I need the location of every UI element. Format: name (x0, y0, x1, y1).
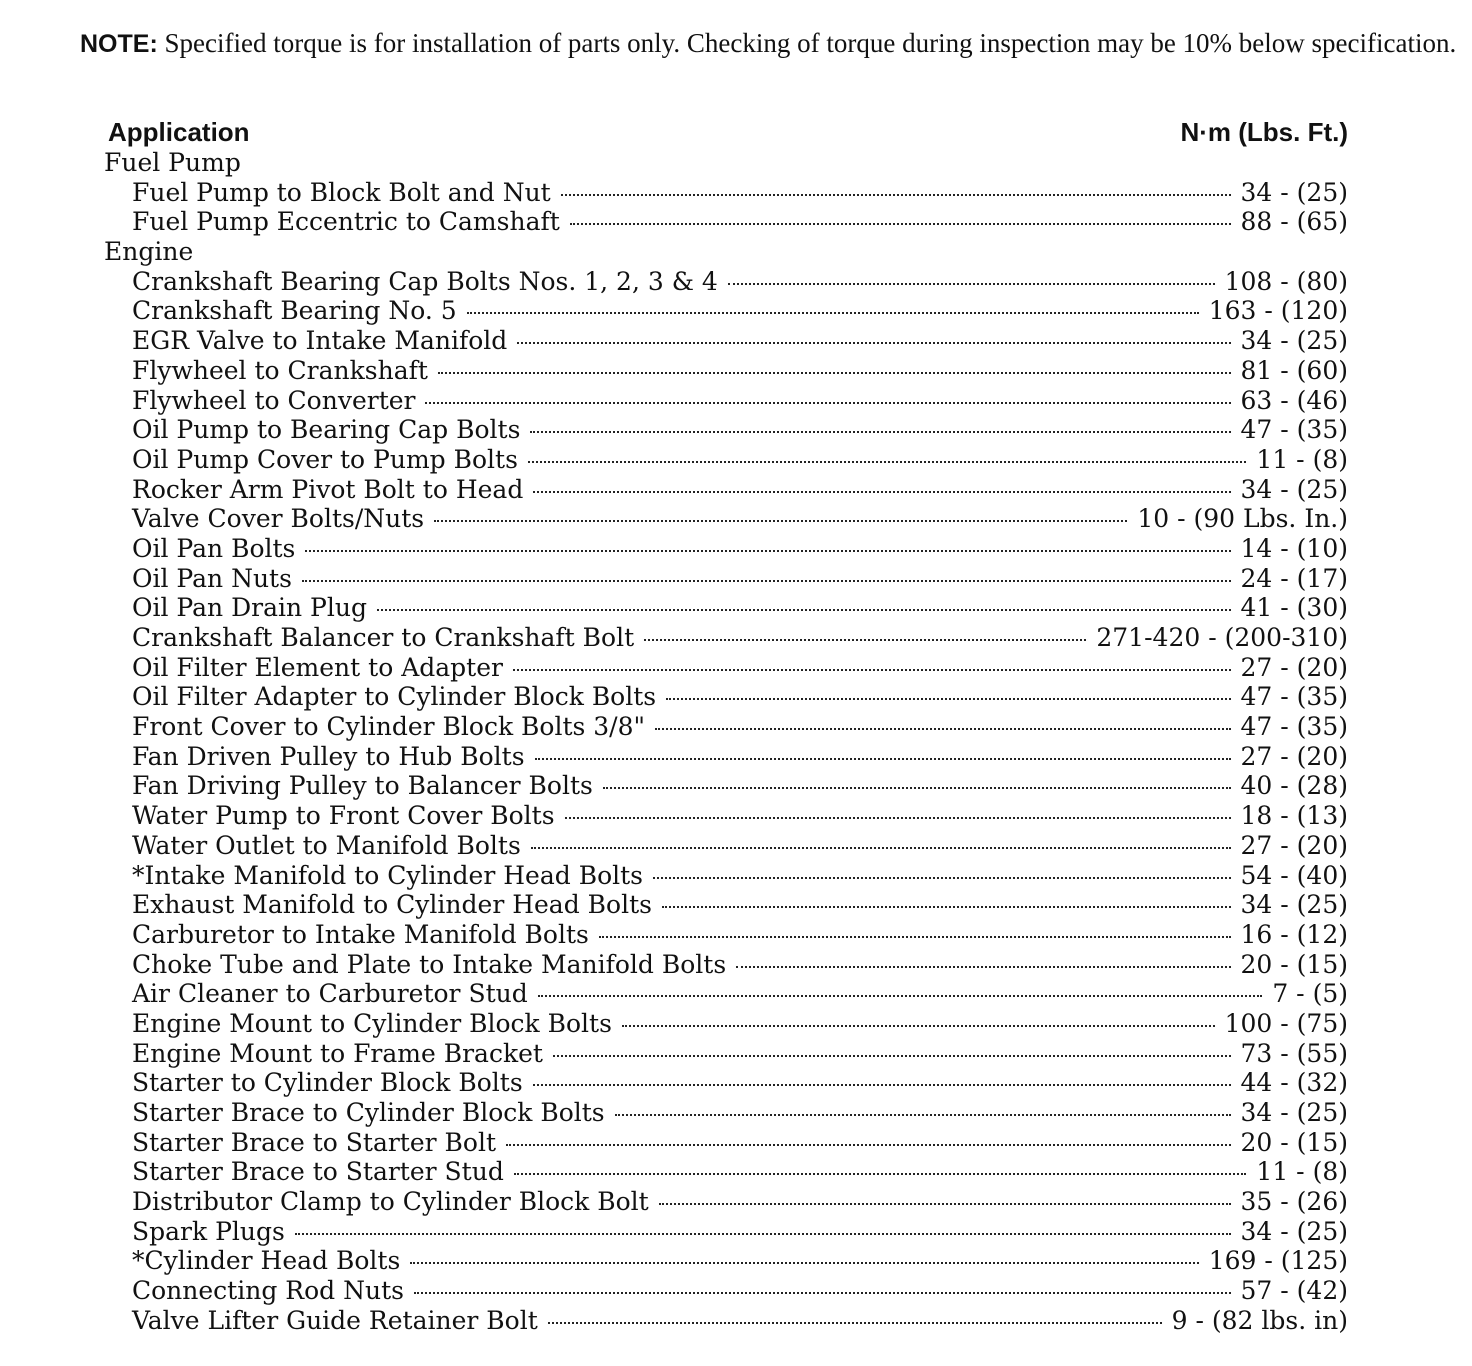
table-body (104, 148, 1348, 1336)
dot-leader (615, 1114, 1231, 1116)
row-value: 20 - (15) (1240, 1127, 1348, 1157)
table-row (104, 1068, 1348, 1098)
note-text: Specified torque is for installation of parts only. Checking of torque during inspection may be 10% below specification. (164, 28, 1457, 58)
row-label: Choke Tube and Plate to Intake Manifold Bolts (132, 949, 727, 979)
dot-leader (467, 312, 1199, 314)
dot-leader (517, 342, 1230, 344)
dot-leader (506, 1144, 1231, 1146)
section-heading: Fuel Pump (104, 148, 241, 177)
row-label: Oil Pump to Bearing Cap Bolts (132, 415, 521, 445)
row-label: Connecting Rod Nuts (132, 1276, 404, 1306)
row-label: Valve Lifter Guide Retainer Bolt (132, 1305, 538, 1335)
row-label: Engine Mount to Frame Bracket (132, 1038, 543, 1068)
row-value: 47 - (35) (1240, 712, 1348, 742)
table-row (104, 1009, 1348, 1039)
table-row (104, 831, 1348, 861)
row-label: Air Cleaner to Carburetor Stud (132, 979, 528, 1009)
column-header-application: Application (108, 117, 250, 147)
dot-leader (659, 1203, 1231, 1205)
row-value: 40 - (28) (1240, 771, 1348, 801)
dot-leader (531, 847, 1231, 849)
dot-leader (666, 698, 1230, 700)
dot-leader (644, 639, 1086, 641)
dot-leader (561, 194, 1231, 196)
row-label: Fan Driving Pulley to Balancer Bolts (132, 771, 593, 801)
row-label: Starter Brace to Cylinder Block Bolts (132, 1098, 605, 1127)
table-row (104, 979, 1348, 1009)
table-row (104, 1217, 1348, 1247)
row-value: 34 - (25) (1240, 1098, 1348, 1127)
row-value: 47 - (35) (1240, 682, 1348, 712)
table-row (104, 267, 1348, 297)
row-value: 27 - (20) (1240, 741, 1348, 771)
row-value: 16 - (12) (1240, 919, 1348, 949)
table-row (104, 742, 1348, 772)
row-value: 11 - (8) (1256, 1157, 1348, 1187)
note-label: NOTE: (80, 30, 158, 58)
row-value: 34 - (25) (1240, 890, 1348, 920)
dot-leader (410, 1262, 1198, 1264)
table-row (104, 1157, 1348, 1187)
row-value: 108 - (80) (1224, 266, 1348, 296)
row-value: 9 - (82 lbs. in) (1171, 1305, 1348, 1335)
row-label: Fuel Pump to Block Bolt and Nut (132, 177, 551, 207)
row-value: 11 - (8) (1256, 444, 1348, 474)
table-row (104, 356, 1348, 386)
dot-leader (425, 402, 1230, 404)
table-row (104, 653, 1348, 683)
dot-leader (655, 728, 1231, 730)
row-label: Oil Filter Adapter to Cylinder Block Bolts (132, 682, 657, 712)
dot-leader (570, 223, 1231, 225)
dot-leader (728, 283, 1215, 285)
row-value: 18 - (13) (1240, 801, 1348, 831)
table-row (104, 564, 1348, 594)
row-label: Front Cover to Cylinder Block Bolts 3/8" (132, 712, 646, 742)
table-row (104, 801, 1348, 831)
table-row (104, 1098, 1348, 1128)
table-row (104, 712, 1348, 742)
dot-leader (622, 1025, 1215, 1027)
table-row (104, 296, 1348, 326)
row-label: Spark Plugs (132, 1216, 285, 1246)
row-label: Crankshaft Bearing No. 5 (132, 296, 457, 326)
table-row (104, 623, 1348, 653)
table-row (104, 475, 1348, 505)
torque-table (104, 116, 1348, 1336)
row-label: Starter to Cylinder Block Bolts (132, 1068, 523, 1098)
dot-leader (553, 1055, 1231, 1057)
row-label: Starter Brace to Starter Bolt (132, 1127, 497, 1157)
row-value: 35 - (26) (1240, 1187, 1348, 1217)
row-label: *Intake Manifold to Cylinder Head Bolts (132, 860, 643, 890)
table-header (104, 116, 1348, 148)
dot-leader (533, 491, 1230, 493)
note-paragraph (8, 28, 1458, 60)
table-row (104, 861, 1348, 891)
row-label: Crankshaft Balancer to Crankshaft Bolt (132, 623, 635, 652)
row-value: 81 - (60) (1240, 355, 1348, 385)
dot-leader (513, 669, 1231, 671)
section-heading: Engine (104, 237, 194, 267)
row-label: Flywheel to Crankshaft (132, 355, 428, 385)
row-label: *Cylinder Head Bolts (132, 1246, 401, 1276)
dot-leader (295, 1233, 1231, 1235)
dot-leader (302, 580, 1231, 582)
table-row (104, 178, 1348, 208)
dot-leader (599, 936, 1231, 938)
row-value: 169 - (125) (1208, 1246, 1348, 1276)
row-label: Oil Pan Bolts (132, 533, 296, 563)
row-label: Fan Driven Pulley to Hub Bolts (132, 741, 525, 771)
row-label: Oil Filter Element to Adapter (132, 652, 503, 682)
row-label: Rocker Arm Pivot Bolt to Head (132, 474, 524, 504)
row-value: 34 - (25) (1240, 1216, 1348, 1246)
row-label: Engine Mount to Cylinder Block Bolts (132, 1008, 612, 1038)
dot-leader (662, 906, 1231, 908)
dot-leader (653, 877, 1231, 879)
table-row (104, 326, 1348, 356)
row-label: Oil Pan Drain Plug (132, 593, 367, 623)
dot-leader (538, 995, 1263, 997)
dot-leader (533, 1084, 1231, 1086)
row-label: Water Pump to Front Cover Bolts (132, 801, 555, 831)
dot-leader (736, 966, 1230, 968)
dot-leader (514, 1173, 1247, 1175)
row-label: EGR Valve to Intake Manifold (132, 326, 508, 356)
dot-leader (548, 1322, 1162, 1324)
dot-leader (438, 372, 1231, 374)
row-label: Water Outlet to Manifold Bolts (132, 830, 521, 860)
row-value: 24 - (17) (1240, 563, 1348, 593)
dot-leader (377, 609, 1231, 611)
table-row (104, 593, 1348, 623)
dot-leader (305, 550, 1230, 552)
table-row (104, 1128, 1348, 1158)
table-row (104, 1306, 1348, 1336)
dot-leader (603, 787, 1231, 789)
row-label: Oil Pump Cover to Pump Bolts (132, 444, 518, 474)
row-value: 47 - (35) (1240, 415, 1348, 445)
table-row (104, 1187, 1348, 1217)
row-value: 41 - (30) (1240, 593, 1348, 623)
row-value: 34 - (25) (1240, 474, 1348, 504)
table-row (104, 1246, 1348, 1276)
row-value: 7 - (5) (1272, 979, 1348, 1009)
table-row (104, 207, 1348, 237)
row-label: Distributor Clamp to Cylinder Block Bolt (132, 1187, 649, 1217)
row-label: Carburetor to Intake Manifold Bolts (132, 919, 589, 949)
row-value: 34 - (25) (1240, 326, 1348, 356)
row-value: 88 - (65) (1240, 207, 1348, 237)
row-label: Starter Brace to Starter Stud (132, 1157, 504, 1187)
column-header-units: N·m (Lbs. Ft.) (1180, 117, 1348, 147)
dot-leader (414, 1292, 1231, 1294)
table-row (104, 534, 1348, 564)
row-value: 27 - (20) (1240, 830, 1348, 860)
table-row (104, 950, 1348, 980)
table-row (104, 771, 1348, 801)
row-value: 14 - (10) (1240, 533, 1348, 563)
row-value: 163 - (120) (1208, 296, 1348, 326)
row-label: Flywheel to Converter (132, 385, 416, 415)
table-row (104, 890, 1348, 920)
row-value: 54 - (40) (1240, 860, 1348, 890)
row-value: 10 - (90 Lbs. In.) (1137, 504, 1348, 534)
row-label: Crankshaft Bearing Cap Bolts Nos. 1, 2, 3 & 4 (132, 266, 718, 296)
table-row (104, 1276, 1348, 1306)
table-row (104, 920, 1348, 950)
dot-leader (565, 817, 1231, 819)
dot-leader (434, 520, 1127, 522)
row-label: Fuel Pump Eccentric to Camshaft (132, 207, 560, 237)
table-row (104, 504, 1348, 534)
table-row (104, 415, 1348, 445)
row-value: 57 - (42) (1240, 1276, 1348, 1306)
row-value: 73 - (55) (1240, 1038, 1348, 1068)
row-value: 100 - (75) (1224, 1008, 1348, 1038)
row-value: 27 - (20) (1240, 652, 1348, 682)
row-value: 34 - (25) (1240, 177, 1348, 207)
row-value: 44 - (32) (1240, 1068, 1348, 1098)
row-label: Oil Pan Nuts (132, 563, 292, 593)
row-value: 63 - (46) (1240, 385, 1348, 415)
table-row (104, 682, 1348, 712)
table-row (104, 445, 1348, 475)
row-label: Exhaust Manifold to Cylinder Head Bolts (132, 890, 652, 920)
dot-leader (528, 461, 1246, 463)
row-label: Valve Cover Bolts/Nuts (132, 504, 425, 534)
table-row (104, 386, 1348, 416)
dot-leader (535, 758, 1231, 760)
row-value: 271-420 - (200-310) (1096, 623, 1348, 652)
dot-leader (530, 431, 1230, 433)
row-value: 20 - (15) (1240, 949, 1348, 979)
table-row (104, 1039, 1348, 1069)
